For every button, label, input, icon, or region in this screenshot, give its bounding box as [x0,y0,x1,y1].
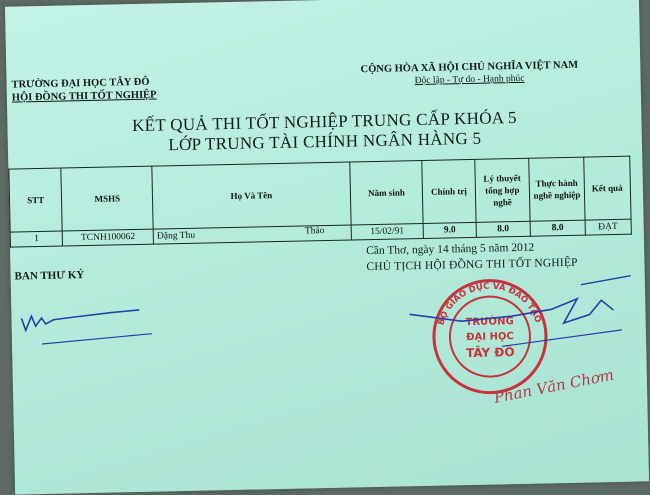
motto: Độc lập - Tự do - Hạnh phúc [414,73,525,87]
col-politics: Chính trị [422,159,476,223]
header-right [324,58,614,90]
cell-mshs: TCNH100062 [63,229,154,246]
col-name: Họ Và Tên [152,162,351,229]
first-name: Đặng Thu [156,230,196,242]
cell-birth: 15/02/91 [351,223,424,240]
sign-date: Cần Thơ, ngày 14 tháng 5 năm 2012 [366,241,535,258]
cell-politics: 9.0 [423,222,476,238]
class-title: LỚP TRUNG TÀI CHÍNH NGÂN HÀNG 5 [168,128,482,155]
signer-name: Phan Văn Chơm [492,365,616,407]
document-title: KẾT QUẢ THI TỐT NGHIỆP TRUNG CẤP KHÓA 5 [131,107,517,136]
cell-theory: 8.0 [476,221,531,237]
col-result: Kết quả [583,156,631,220]
school-name: TRƯỜNG ĐẠI HỌC TÂY ĐÔ [11,76,150,91]
seal-outer-text: BỘ GIÁO DỤC VÀ ĐÀO TẠO [436,281,543,327]
secretary-label: BAN THƯ KÝ [14,269,85,283]
cell-result: ĐẠT [585,219,632,235]
col-stt: STT [9,168,63,232]
cell-practice: 8.0 [530,220,585,236]
header-left [11,76,156,105]
cell-name [153,225,351,244]
cell-stt: 1 [10,231,63,247]
republic-name: CỘNG HÒA XÃ HỘI CHỦ NGHĨA VIỆT NAM [360,59,579,76]
col-birth: Năm sinh [350,160,424,225]
council-name: HỘI ĐỒNG THI TỐT NGHIỆP [11,89,157,104]
col-practice: Thực hành nghề nghiệp [529,157,585,221]
col-mshs: MSHS [61,166,153,231]
chairman-signature [401,273,643,368]
seal-line3: TÂY ĐÔ [465,345,515,361]
last-name: Thảo [304,226,325,237]
seal-line2: ĐẠI HỌC [466,331,514,344]
document-page [5,0,649,495]
sign-role: CHỦ TỊCH HỘI ĐỒNG THI TỐT NGHIỆP [366,256,578,274]
secretary-signature [11,293,162,356]
results-table [8,156,632,248]
col-theory: Lý thuyết tổng hợp nghề [474,158,530,222]
seal-line1: TRƯỜNG [465,316,514,329]
